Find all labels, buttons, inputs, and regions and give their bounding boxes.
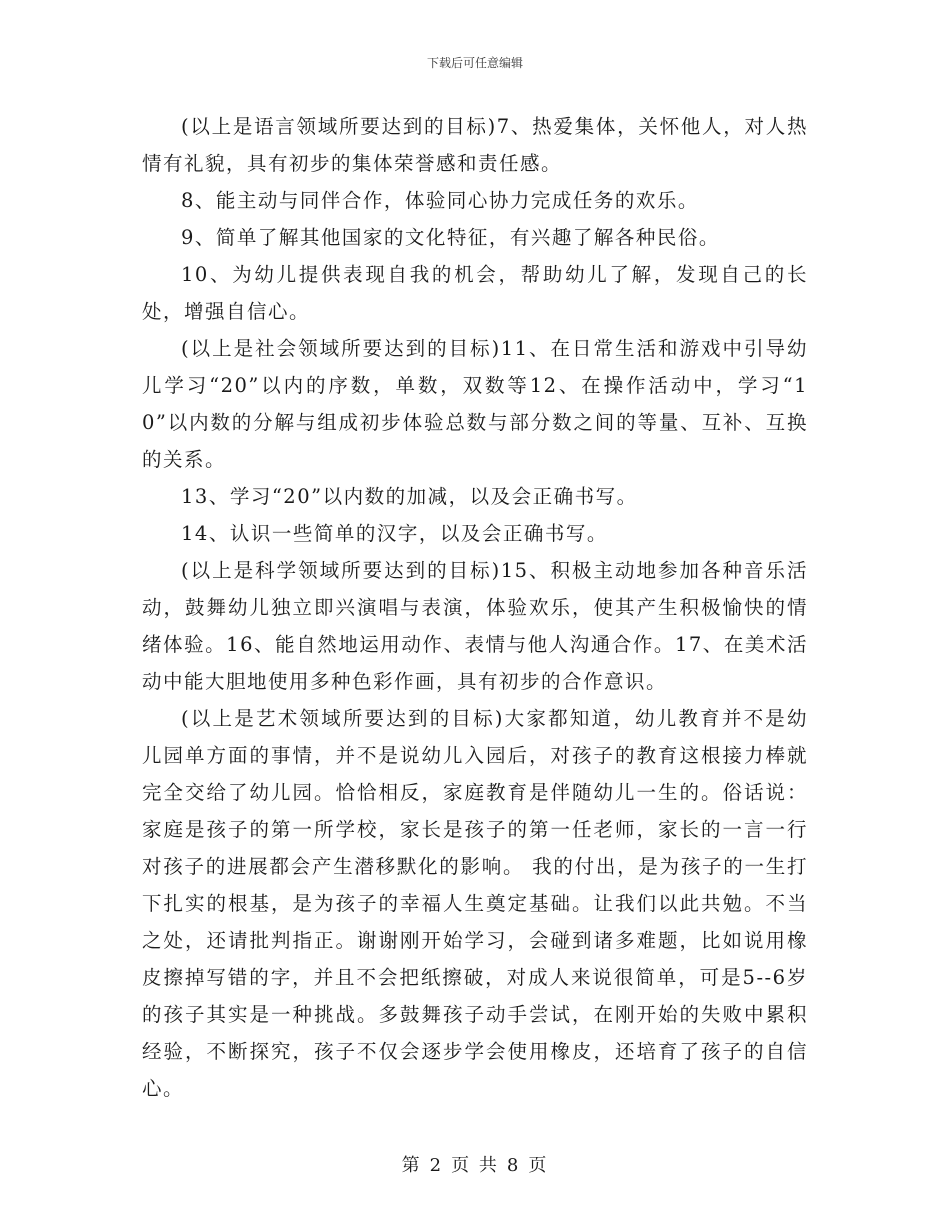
document-body [142, 108, 808, 1107]
page-header: 下载后可任意编辑 [426, 56, 523, 70]
paragraph: 13、学习“20”以内数的加减，以及会正确书写。 [181, 485, 638, 508]
paragraph: 9、简单了解其他国家的文化特征，有兴趣了解各种民俗。 [181, 226, 720, 249]
paragraph: (以上是语言领域所要达到的目标)7、热爱集体，关怀他人，对人热情有礼貌，具有初步的集体荣誉感和责任感。 [142, 115, 808, 175]
footer-middle: 页 共 [451, 1155, 499, 1176]
paragraph: 14、认识一些简单的汉字，以及会正确书写。 [181, 522, 608, 545]
paragraph: (以上是艺术领域所要达到的目标)大家都知道，幼儿教育并不是幼儿园单方面的事情，并不是说幼儿入园后，对孩子的教育这根接力棒就完全交给了幼儿园。恰恰相反，家庭教育是伴随幼儿一生的。俗话说：家庭是孩子的第一所学校，家长是孩子的第一任老师，家长的一言一行对孩子的进展都会产生潜移默化的影响。 我的付出，是为孩子的一生打下扎实的根基，是为孩子的幸福人生奠定基础。让我们以此共勉。不当之处，还请批判指正。谢谢刚开始学习，会碰到诸多难题，比如说用橡皮擦掉写错的字，并且不会把纸擦破，对成人来说很简单，可是5--6岁的孩子其实是一种挑战。多鼓舞孩子动手尝试，在刚开始的失败中累积经验，不断探究，孩子不仅会逐步学会使用橡皮，还培育了孩子的自信心。 [142, 707, 808, 1100]
paragraph: 10、为幼儿提供表现自我的机会，帮助幼儿了解，发现自己的长处，增强自信心。 [142, 263, 808, 323]
paragraph: (以上是社会领域所要达到的目标)11、在日常生活和游戏中引导幼儿学习“20”以内的序数，单数，双数等12、在操作活动中，学习“10”以内数的分解与组成初步体验总数与部分数之间的等量、互补、互换的关系。 [142, 337, 808, 471]
paragraph: (以上是科学领域所要达到的目标)15、积极主动地参加各种音乐活动，鼓舞幼儿独立即兴演唱与表演，体验欢乐，使其产生积极愉快的情绪体验。16、能自然地运用动作、表情与他人沟通合作。17、在美术活动中能大胆地使用多种色彩作画，具有初步的合作意识。 [142, 559, 808, 693]
footer-suffix: 页 [528, 1155, 549, 1176]
page-footer [0, 1151, 950, 1177]
footer-prefix: 第 [401, 1155, 422, 1176]
current-page-number: 2 [429, 1155, 444, 1176]
paragraph: 8、能主动与同伴合作，体验同心协力完成任务的欢乐。 [181, 189, 699, 212]
total-page-count: 8 [506, 1155, 521, 1176]
